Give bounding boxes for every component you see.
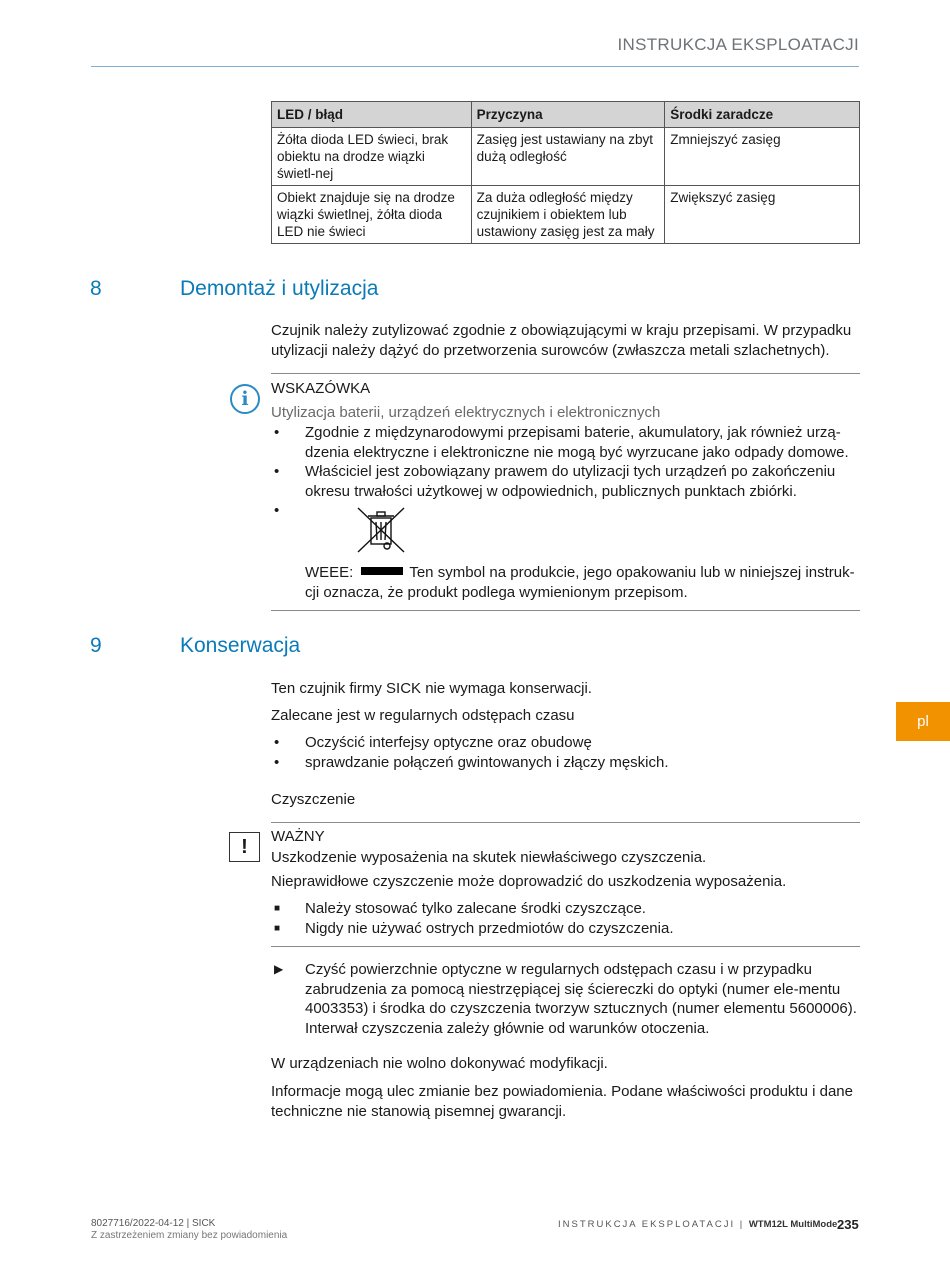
weee-text-block [305, 563, 861, 602]
note-subtitle: Utylizacja baterii, urządzeń elektrycznych i elektronicznych [271, 404, 661, 421]
maintenance-bullets [271, 733, 861, 772]
footer-notice: Z zastrzeżeniem zmiany bez powiadomienia [91, 1230, 288, 1241]
action-step [271, 960, 861, 1038]
list-item: • [274, 502, 280, 519]
language-tab[interactable]: pl [896, 702, 950, 741]
info-icon: i [230, 384, 260, 414]
warning-label: WAŻNY [271, 828, 325, 845]
list-item: ▶ Czyść powierzchnie optyczne w regularnych odstępach czasu i w przypadku zabrudzenia za pomocą niestrzępiącej się ściereczki do optyki (numer ele-mentu 4003353) i środka do czyszczenia tworzyw sztucznych (numer elementu 5600006). Interwał czyszczenia zależy głównie od warunków otoczenia. [274, 961, 857, 1037]
footer-doc-info [91, 1218, 287, 1242]
table-header-cell: LED / błąd [272, 102, 472, 128]
maintenance-paragraph: Zalecane jest w regularnych odstępach czasu [271, 707, 575, 724]
header-divider [91, 66, 859, 67]
table-cell: Zasięg jest ustawiany na zbyt dużą odległość [471, 128, 665, 186]
table-cell: Obiekt znajduje się na drodze wiązki świetlnej, żółta dioda LED nie świeci [272, 186, 472, 244]
footer-manual-title: INSTRUKCJA EKSPLOATACJI | [558, 1219, 745, 1230]
warning-top-rule [271, 822, 860, 823]
section-number: 8 [90, 277, 102, 300]
footer-manual [558, 1219, 837, 1230]
warning-bullets [271, 899, 861, 938]
table-cell: Zwiększyć zasięg [665, 186, 860, 244]
table-cell: Żółta dioda LED świeci, brak obiektu na drodze wiązki świetl-nej [272, 128, 472, 186]
list-item: • Zgodnie z międzynarodowymi przepisami baterie, akumulatory, jak również urzą-dzenia elektryczne i elektroniczne nie mogą być wyrzucane jako odpady domowe. [274, 424, 849, 461]
table-header-cell: Środki zaradcze [665, 102, 860, 128]
weee-bar-symbol [361, 567, 403, 575]
warning-text: Nieprawidłowe czyszczenie może doprowadzić do uszkodzenia wyposażenia. [271, 873, 787, 890]
section-number: 9 [90, 634, 102, 657]
troubleshooting-table [271, 101, 860, 244]
list-item: • sprawdzanie połączeń gwintowanych i złączy męskich. [274, 753, 669, 771]
weee-label: WEEE: [305, 564, 354, 581]
disposal-intro: Czujnik należy zutylizować zgodnie z obowiązującymi w kraju przepisami. W przypadku utylizacji należy dążyć do przetworzenia surowców (zwłaszcza metali szlachetnych). [271, 322, 852, 359]
running-header: INSTRUKCJA EKSPLOATACJI [617, 35, 859, 54]
list-item: • Właściciel jest zobowiązany prawem do utylizacji tych urządzeń po zakończeniu okresu trwałości użytkowej w odpowiednich, publicznych punktach zbiórki. [274, 463, 836, 500]
warning-title: Uszkodzenie wyposażenia na skutek niewłaściwego czyszczenia. [271, 849, 707, 866]
table-row [272, 186, 860, 244]
note-bottom-rule [271, 610, 860, 611]
maintenance-paragraph: Ten czujnik firmy SICK nie wymaga konserwacji. [271, 680, 592, 697]
weee-description: Ten symbol na produkcie, jego opakowaniu lub w niniejszej instruk-cji oznacza, że produkt podlega wymienionym przepisom. [305, 564, 855, 601]
list-item: • Oczyścić interfejsy optyczne oraz obudowę [274, 734, 592, 751]
exclamation-icon: ! [229, 832, 260, 862]
disclaimer-paragraph: Informacje mogą ulec zmianie bez powiadomienia. Podane właściwości produktu i dane techniczne nie stanowią pisemnej gwarancji. [271, 1083, 853, 1120]
table-header-cell: Przyczyna [471, 102, 665, 128]
table-header-row [272, 102, 860, 128]
page-number: 235 [837, 1217, 859, 1232]
list-item: ■ Nigdy nie używać ostrych przedmiotów do czyszczenia. [274, 919, 674, 937]
note-label: WSKAZÓWKA [271, 380, 371, 397]
footer-doc-number: 8027716/2022-04-12 | SICK [91, 1218, 216, 1229]
weee-crossed-bin-icon [356, 506, 406, 554]
list-item: ■ Należy stosować tylko zalecane środki czyszczące. [274, 900, 646, 917]
table-cell: Za duża odległość między czujnikiem i obiektem lub ustawiony zasięg jest za mały [471, 186, 665, 244]
warning-bottom-rule [271, 946, 860, 947]
section-title: Konserwacja [180, 634, 301, 657]
section-title: Demontaż i utylizacja [180, 277, 379, 300]
table-row [272, 128, 860, 186]
cleaning-heading: Czyszczenie [271, 791, 356, 808]
footer-product: WTM12L MultiMode [748, 1219, 838, 1230]
table-cell: Zmniejszyć zasięg [665, 128, 860, 186]
note-top-rule [271, 373, 860, 374]
modification-note: W urządzeniach nie wolno dokonywać modyfikacji. [271, 1055, 608, 1072]
